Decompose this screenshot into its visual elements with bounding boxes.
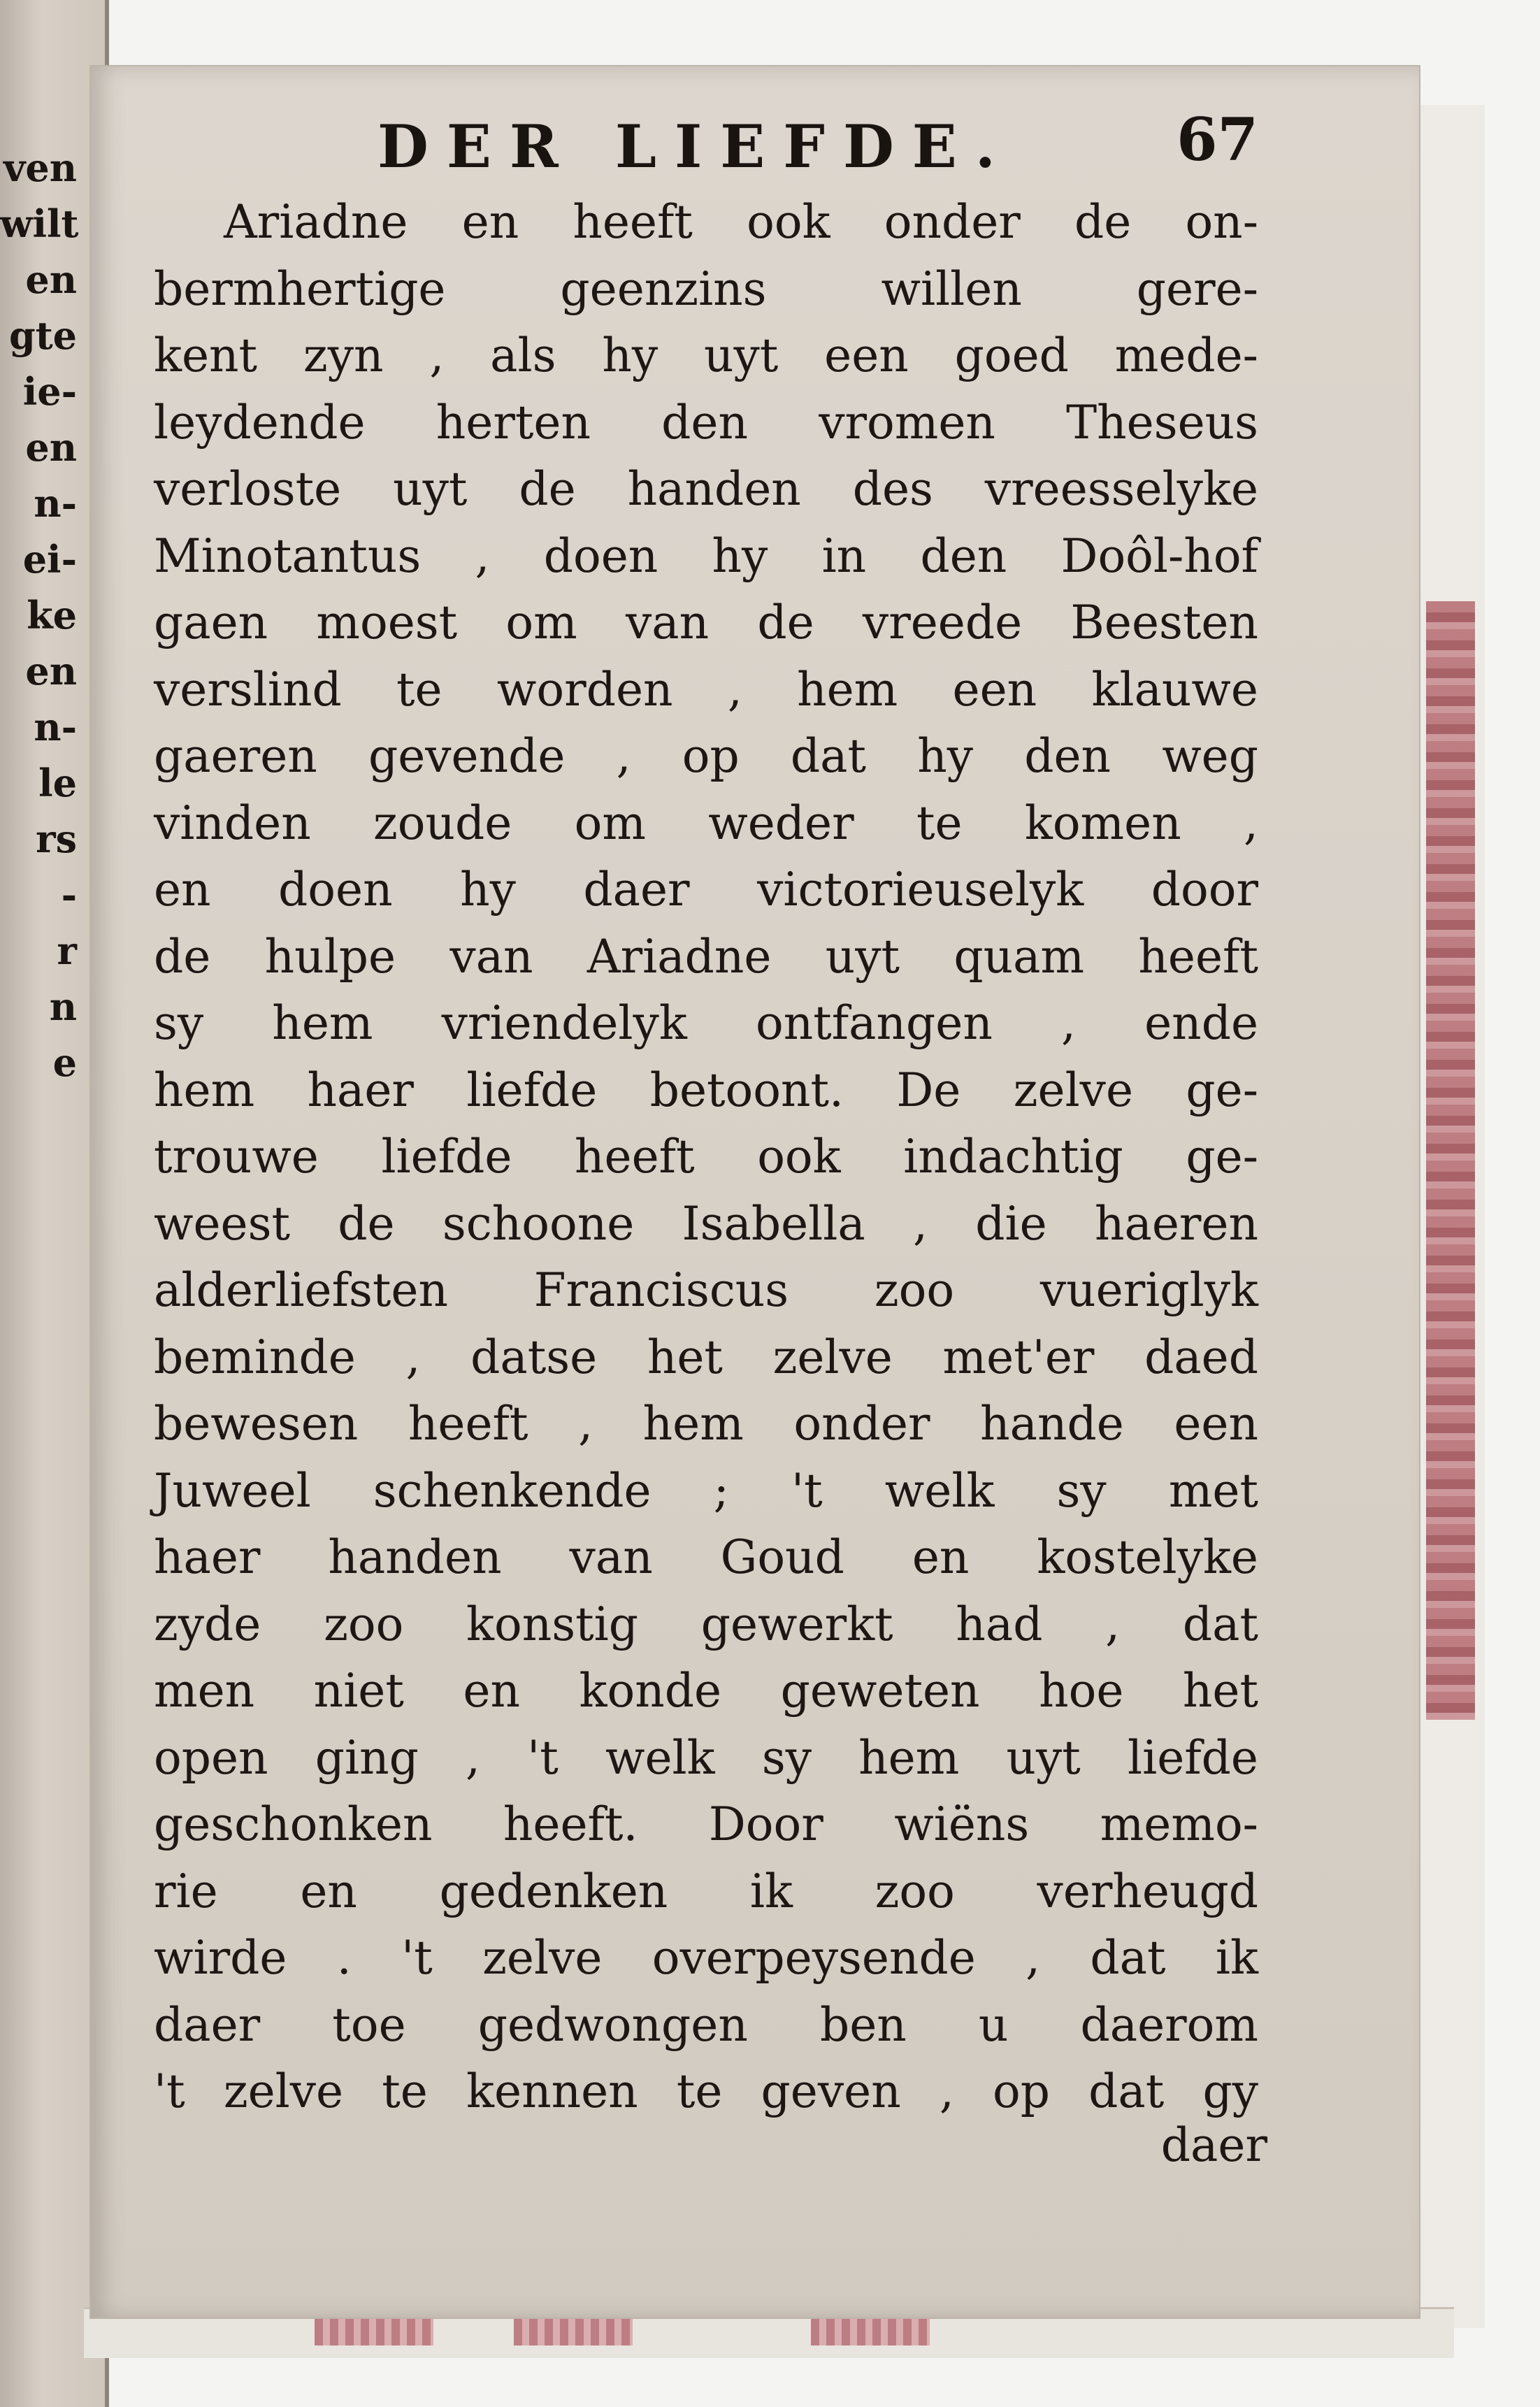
text-line: weest de schoone Isabella , die haeren <box>154 1196 1258 1251</box>
text-line: beminde , datse het zelve met'er daed <box>154 1330 1258 1384</box>
left-fragment: ven <box>3 145 77 190</box>
text-line: open ging , 't welk sy hem uyt liefde <box>154 1730 1258 1785</box>
text-line: hem haer liefde betoont. De zelve ge- <box>154 1063 1258 1117</box>
red-sprinkled-edge <box>1426 601 1475 1720</box>
page-number: 67 <box>1176 105 1258 174</box>
left-fragment: le <box>38 761 77 805</box>
bottom-red-mark <box>315 2314 433 2345</box>
text-line: bermhertige geenzins willen gere- <box>154 261 1258 316</box>
text-line: kent zyn , als hy uyt een goed mede- <box>154 329 1258 382</box>
page-header <box>273 105 1258 181</box>
left-fragment: ie- <box>22 369 77 414</box>
text-line: en doen hy daer victorieuselyk door <box>154 863 1258 917</box>
text-line: vinden zoude om weder te komen , <box>154 796 1258 850</box>
body-text <box>154 189 1258 2125</box>
bottom-red-mark <box>514 2314 633 2345</box>
left-fragment: ei- <box>22 537 77 582</box>
text-line: 't zelve te kennen te geven , op dat gy <box>154 2064 1258 2118</box>
left-fragment: n- <box>34 481 77 526</box>
left-fragment: r <box>57 928 77 973</box>
text-line: gaeren gevende , op dat hy den weg <box>154 729 1258 783</box>
text-line: de hulpe van Ariadne uyt quam heeft <box>154 929 1258 984</box>
left-fragment: ke <box>27 593 77 638</box>
text-line: verslind te worden , hem een klauwe <box>154 662 1258 717</box>
left-page-fragments <box>0 140 77 1091</box>
left-fragment: gte <box>8 313 77 358</box>
text-line: trouwe liefde heeft ook indachtig ge- <box>154 1130 1258 1184</box>
text-line: geschonken heeft. Door wiëns memo- <box>154 1797 1258 1851</box>
left-fragment: en <box>25 425 77 470</box>
text-line: zyde zoo konstig gewerkt had , dat <box>154 1597 1258 1651</box>
left-fragment: n <box>49 984 77 1029</box>
text-line: alderliefsten Franciscus zoo vueriglyk <box>154 1263 1258 1317</box>
left-fragment: n- <box>34 705 77 749</box>
text-line: men niet en konde geweten hoe het <box>154 1664 1258 1718</box>
text-line: wirde . 't zelve overpeysende , dat ik <box>154 1931 1258 1985</box>
text-line: daer toe gedwongen ben u daerom <box>154 1997 1258 2052</box>
text-line: Ariadne en heeft ook onder de on- <box>224 195 1258 249</box>
text-line: Juweel schenkende ; 't welk sy met <box>154 1463 1258 1518</box>
text-line: sy hem vriendelyk ontfangen , ende <box>154 996 1258 1050</box>
text-line: leydende herten den vromen Theseus <box>154 395 1258 450</box>
left-fragment: rs <box>36 817 77 861</box>
text-line: Minotantus , doen hy in den Doôl-hof <box>154 529 1258 583</box>
left-fragment: - <box>61 872 77 917</box>
left-fragment: en <box>25 649 77 694</box>
left-fragment: e <box>52 1040 77 1085</box>
running-head: DER LIEFDE. <box>377 112 1014 181</box>
text-line: gaen moest om van de vreede Beesten <box>154 596 1258 649</box>
text-line: rie en gedenken ik zoo verheugd <box>154 1864 1258 1918</box>
bottom-red-mark <box>811 2314 930 2345</box>
catchword: daer <box>1160 2118 1267 2172</box>
text-line: verloste uyt de handen des vreesselyke <box>154 462 1258 516</box>
left-fragment: en <box>25 257 77 302</box>
left-fragment: wilt <box>0 201 79 246</box>
text-line: bewesen heeft , hem onder hande een <box>154 1397 1258 1451</box>
text-line: haer handen van Goud en kostelyke <box>154 1530 1258 1584</box>
